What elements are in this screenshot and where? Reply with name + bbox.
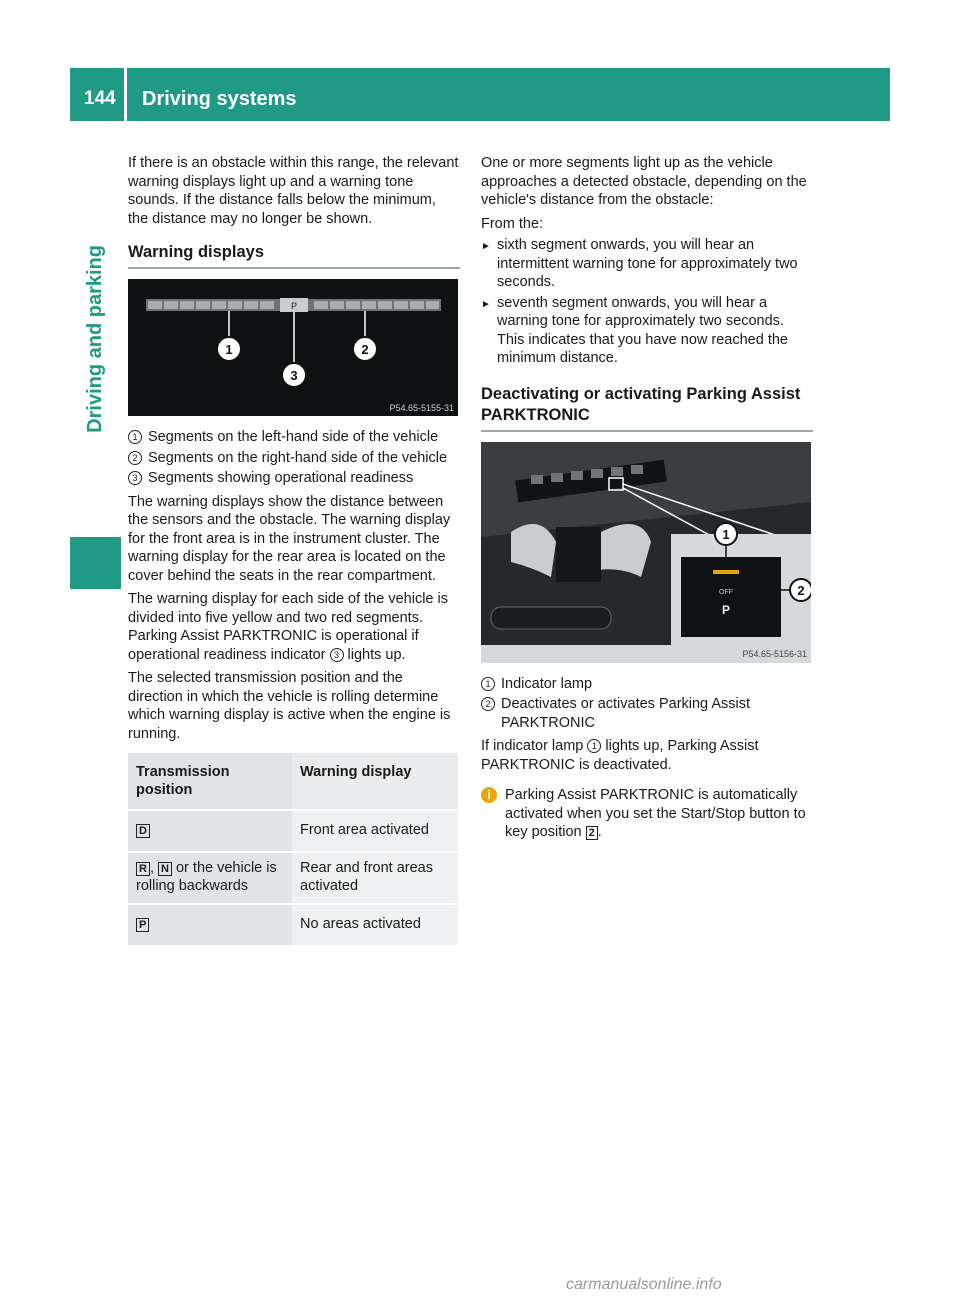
table-cell: or the vehicle is rolling backwards — [136, 860, 277, 894]
warning-display-figure — [128, 279, 458, 416]
from-label: From the: — [481, 215, 544, 232]
gear-symbol: P — [136, 918, 149, 932]
table-row — [128, 810, 458, 852]
intro-paragraph: If there is an obstacle within this range, the relevant warning displays light up and a warning tone sounds. If the distance falls below the minimum, the distance may no longer be shown. — [128, 155, 459, 227]
off-label: OFF — [719, 588, 733, 596]
legend-item-1 — [481, 675, 813, 694]
table-row: R , N or the vehicle is rolling backwards Rear and front areas activated — [128, 852, 458, 904]
watermark: carmanualsonline.info — [566, 1276, 722, 1293]
table-header-row — [128, 753, 458, 810]
parktronic-button-figure — [481, 442, 811, 663]
info-note — [481, 786, 813, 842]
legend-text: Segments on the right-hand side of the vehicle — [148, 449, 448, 466]
table-cell: No areas activated — [292, 904, 458, 945]
paragraph-segments: The warning display for each side of the vehicle is divided into five yellow and two red segments. Parking Assist PARKTRONIC is operational if operational readiness indicator 3 lights up. — [128, 591, 448, 663]
table-cell: Rear and front areas activated — [292, 852, 458, 904]
side-tab-label: Driving and parking — [84, 245, 106, 433]
page-header — [70, 68, 890, 121]
paragraph-segments-light: One or more segments light up as the vehicle approaches a detected obstacle, depending on the vehicle's distance from the obstacle: — [481, 155, 807, 208]
bullet-item: ► seventh segment onwards, you will hear a warning tone for approximately two seconds. This indicates that you have now reached the minimum distance. — [481, 294, 788, 366]
heading-rule — [481, 430, 813, 432]
paragraph-indicator: If indicator lamp 1 lights up, Parking Assist PARKTRONIC is deactivated. — [481, 738, 759, 773]
callout-1: 1 — [722, 526, 730, 542]
parktronic-button-illustration — [481, 442, 811, 663]
parktronic-heading: Deactivating or activating Parking Assist PARKTRONIC — [481, 384, 801, 424]
legend-num: 1 — [481, 677, 495, 691]
left-column — [128, 154, 460, 945]
callout-1: 1 — [225, 342, 233, 357]
transmission-table — [128, 753, 458, 945]
legend-text: Indicator lamp — [501, 675, 593, 692]
bullet-item: ► sixth segment onwards, you will hear an intermittent warning tone for approximately two seconds. — [481, 237, 798, 290]
table-row — [128, 904, 458, 945]
table-header: Transmission position — [128, 753, 292, 810]
legend-text: Segments on the left-hand side of the vehicle — [148, 429, 439, 445]
figure-code: P54.65-5156-31 — [742, 648, 807, 659]
legend-num: 1 — [128, 430, 142, 444]
table-header: Warning display — [292, 753, 458, 810]
table-cell: Front area activated — [292, 810, 458, 852]
inline-callout: 3 — [330, 648, 344, 662]
heading-rule — [128, 267, 460, 269]
header-divider — [124, 68, 127, 121]
side-tab-marker — [70, 537, 121, 589]
bullet-marker-icon: ► — [481, 241, 491, 252]
legend-text: Deactivates or activates Parking Assist PARKTRONIC — [501, 696, 751, 731]
gear-symbol: R — [136, 862, 150, 876]
legend-num: 2 — [481, 697, 495, 711]
legend-text: Segments showing operational readiness — [148, 470, 414, 486]
bullet-marker-icon: ► — [481, 298, 491, 310]
key-position: 2 — [586, 826, 598, 840]
section-title: Driving systems — [142, 88, 297, 110]
inline-callout: 1 — [587, 739, 601, 753]
badge-label: P — [290, 301, 298, 311]
legend-num: 3 — [128, 471, 142, 485]
legend-item-2 — [481, 695, 813, 732]
callout-3: 3 — [290, 368, 298, 383]
legend-item-1 — [128, 428, 460, 447]
callout-2: 2 — [797, 582, 805, 598]
warning-displays-heading: Warning displays — [128, 243, 264, 261]
info-icon: i — [481, 787, 497, 803]
svg-text:P: P — [721, 602, 731, 617]
right-column — [481, 154, 813, 842]
legend-item-3 — [128, 469, 460, 488]
paragraph-distance: The warning displays show the distance between the sensors and the obstacle. The warning display for the front area is in the instrument cluster. The warning display for the rear area is located on the cover behind the seats in the rear compartment. — [128, 493, 451, 584]
paragraph-transmission: The selected transmission position and the direction in which the vehicle is rolling determine which warning display is active when the engine is running. — [128, 670, 451, 742]
figure-code: P54.65-5155-31 — [389, 403, 454, 413]
callout-2: 2 — [361, 342, 369, 357]
gear-symbol: N — [158, 862, 172, 876]
gear-symbol: D — [136, 824, 150, 838]
legend-item-2 — [128, 449, 460, 468]
info-text: Parking Assist PARKTRONIC is automatically activated when you set the Start/Stop button to key position 2 . — [505, 787, 806, 840]
page-number: 144 — [84, 88, 116, 109]
warning-display-illustration — [128, 279, 458, 416]
legend-num: 2 — [128, 451, 142, 465]
